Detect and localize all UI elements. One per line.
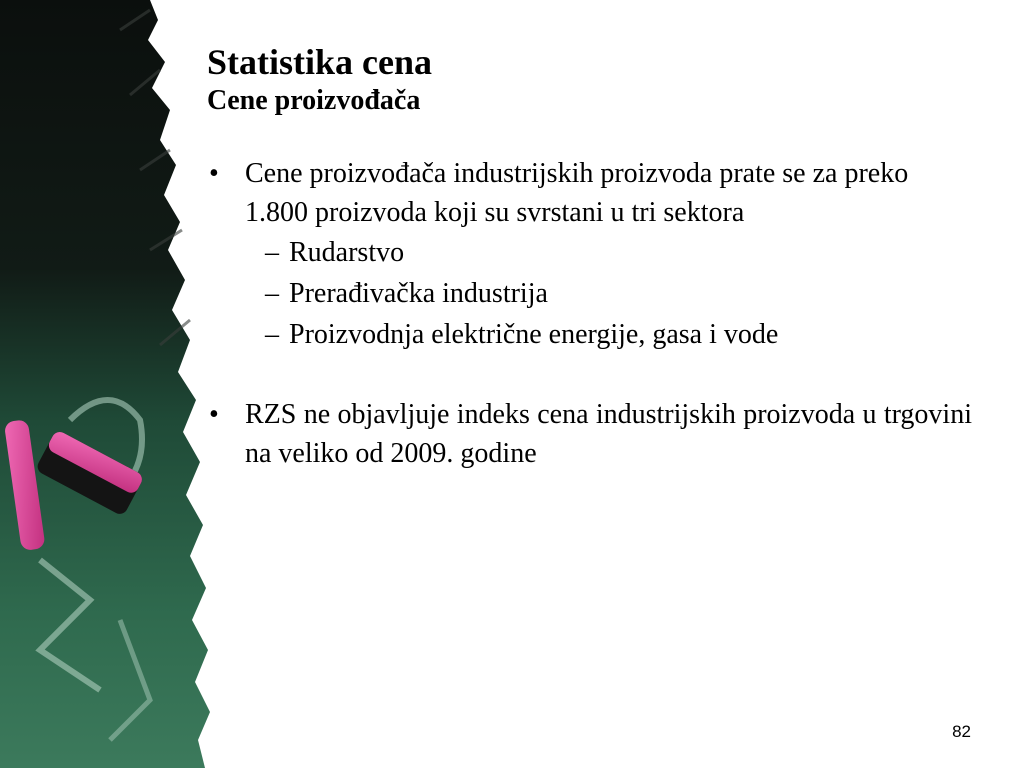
page-number: 82: [952, 722, 971, 741]
sub-item-text: Rudarstvo: [289, 237, 405, 268]
dash-marker: –: [265, 237, 279, 268]
dash-marker: –: [265, 278, 279, 309]
bullet-marker: •: [209, 399, 219, 430]
slide-subtitle: Cene proizvođača: [207, 85, 421, 116]
sub-list-item: [207, 273, 972, 314]
bullet-text: Cene proizvođača industrijskih proizvoda prate se za preko 1.800 proizvoda koji su svrstani u tri sektora: [245, 158, 909, 228]
sub-item-text: Proizvodnja električne energije, gasa i vode: [289, 319, 779, 350]
sub-list: [207, 232, 972, 355]
bullet-marker: •: [209, 158, 219, 189]
bullet-item: [207, 395, 972, 473]
sub-item-text: Prerađivačka industrija: [289, 278, 548, 309]
chalkboard-chalk-decoration: [0, 0, 215, 768]
bullet-text: RZS ne objavljuje indeks cena industrijskih proizvoda u trgovini na veliko od 2009. godine: [245, 399, 972, 469]
sub-list-item: [207, 232, 972, 273]
sub-list-item: [207, 314, 972, 355]
bullet-item: [207, 154, 972, 232]
slide-title: Statistika cena: [207, 42, 432, 82]
dash-marker: –: [265, 319, 279, 350]
slide-content: [207, 40, 972, 473]
